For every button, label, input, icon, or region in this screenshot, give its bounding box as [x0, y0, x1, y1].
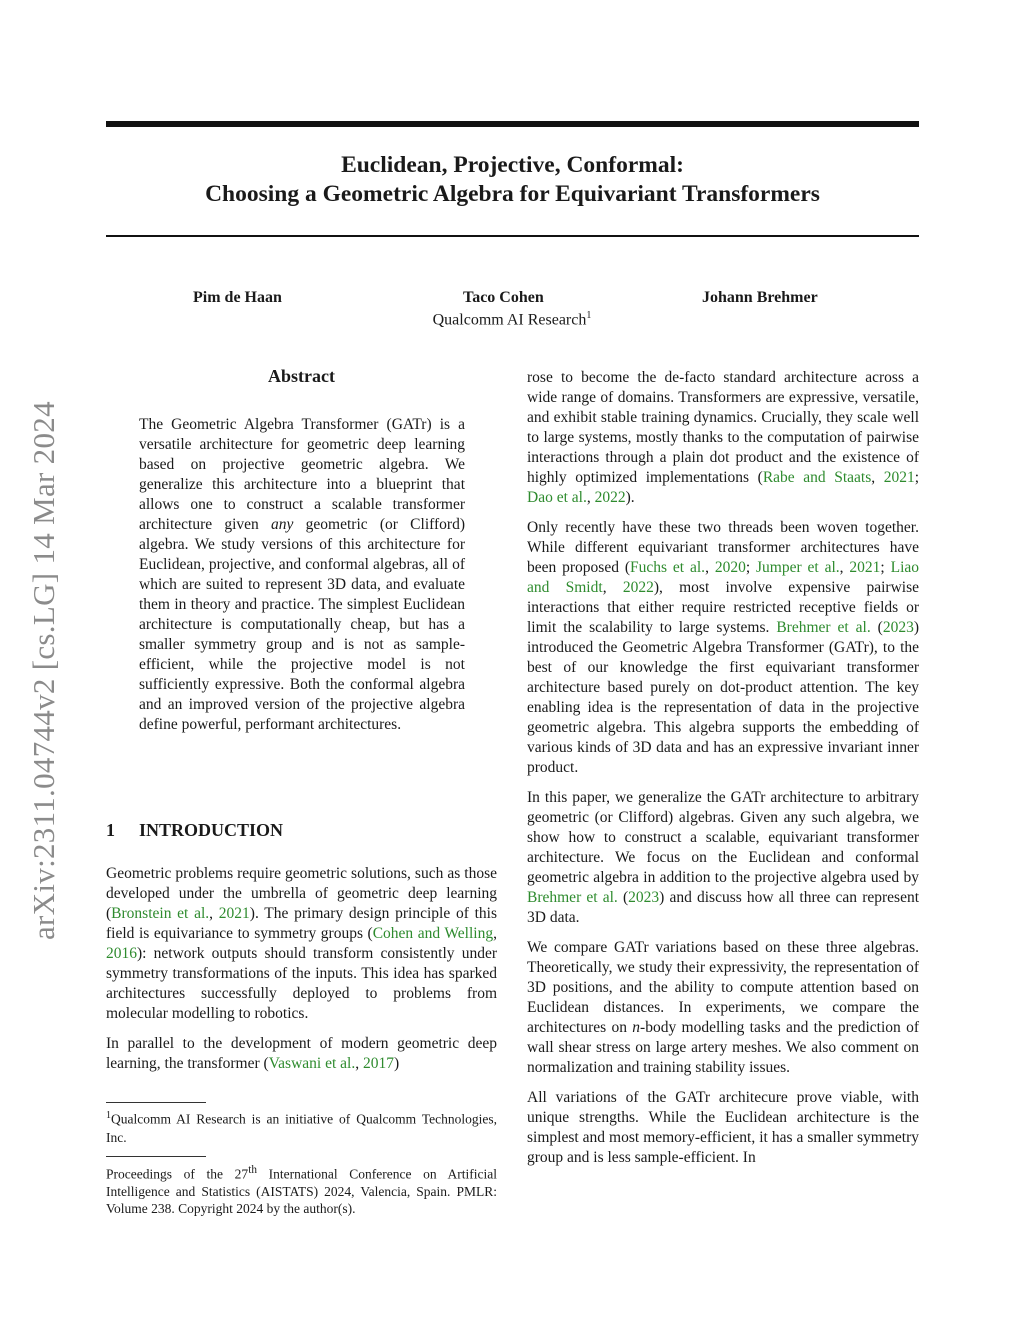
citation-link[interactable]: Liao and Smidt	[527, 559, 920, 596]
citation-link[interactable]: Fuchs et al.	[630, 559, 706, 576]
left-column-body	[106, 864, 497, 1084]
citation-link[interactable]: Brehmer et al.	[527, 889, 618, 906]
citation-link[interactable]: 2023	[882, 619, 914, 636]
right-paragraph-2: Only recently have these two threads been woven together. While different equivariant transformer architectures have been proposed (Fuchs et al., 2020; Jumper et al., 2021; Liao and Smidt, 2022), most involve expensive pairwise interactions that either require restricted receptive fields or limit the scalability to large systems. Brehmer et al. (2023) introduced the Geometric Algebra Transformer (GATr), to the best of our knowledge the first equivariant transformer architecture based purely on dot-product attention. The key enabling idea is the representation of data in the projective geometric algebra. This algebra supports the embedding of various kinds of 3D data and has an expressive invariant inner product.	[527, 519, 920, 776]
proceedings-rule	[106, 1156, 206, 1157]
title-bottom-rule	[106, 235, 919, 237]
title-line-1: Euclidean, Projective, Conformal:	[341, 152, 684, 178]
citation-link[interactable]: Bronstein et al.	[111, 905, 210, 922]
citation-link[interactable]: 2016	[106, 945, 137, 962]
author-2: Taco Cohen	[463, 289, 544, 306]
citation-link[interactable]: Brehmer et al.	[776, 619, 871, 636]
abstract-text: The Geometric Algebra Transformer (GATr) is a versatile architecture for geometric deep learning based on projective geometric algebra. We generalize this architecture into a blueprint that allows one to construct a scalable transformer architecture given any geometric (or Clifford) algebra. We study versions of this architecture for Euclidean, projective, and conformal algebras, all of which are suited to represent 3D data, and evaluate them in theory and practice. The simplest Euclidean architecture is computationally cheap, but has a smaller symmetry group and is not as sample-efficient, while the projective model is not sufficiently expressive. Both the conformal algebra and an improved version of the projective algebra define powerful, performant architectures.	[139, 416, 465, 733]
right-column-body	[527, 368, 919, 1178]
affiliation-footnote-mark: 1	[586, 310, 592, 321]
title-top-rule	[106, 121, 919, 127]
proceedings-note: Proceedings of the 27th International Conference on Artificial Intelligence and Statistics (AISTATS) 2024, Valencia, Spain. PMLR: Volume 238. Copyright 2024 by the author(s).	[106, 1164, 497, 1216]
section-number: 1	[106, 820, 115, 840]
footnote-rule	[106, 1102, 206, 1103]
citation-link[interactable]: 2020	[714, 559, 746, 576]
citation-link[interactable]: Cohen and Welling	[372, 925, 494, 942]
right-paragraph-3: In this paper, we generalize the GATr architecture to arbitrary geometric (or Clifford) algebras. Given any such algebra, we show how to construct a scalable, equivariant transformer architecture. We focus on the Euclidean and conformal geometric algebra in addition to the projective algebra used by Brehmer et al. (2023) and discuss how all three can represent 3D data.	[527, 789, 920, 926]
citation-link[interactable]: 2021	[849, 559, 881, 576]
right-paragraph-1: rose to become the de-facto standard architecture across a wide range of domains. Transformers are expressive, versatile, and exhibit stable training dynamics. Crucially, they scale well to large systems, mostly thanks to the computation of pairwise interactions through a plain dot product and the existence of highly optimized implementations (Rabe and Staats, 2021; Dao et al., 2022).	[527, 369, 919, 506]
citation-link[interactable]: 2023	[628, 889, 660, 906]
citation-link[interactable]: Dao et al.	[527, 489, 587, 506]
citation-link[interactable]: Jumper et al.	[756, 559, 840, 576]
abstract-heading: Abstract	[268, 366, 335, 386]
right-paragraph-5: All variations of the GATr architecure prove viable, with unique strengths. While the Euclidean architecture is the simplest and most memory-efficient, it has a smaller symmetry group and is less sample-efficient. In	[527, 1089, 919, 1166]
section-heading	[106, 820, 283, 841]
title-line-2: Choosing a Geometric Algebra for Equivariant Transformers	[205, 181, 820, 207]
footnote: $^1$Qualcomm AI Research is an initiative of Qualcomm Technologies, Inc.	[106, 1110, 497, 1145]
intro-paragraph-2: In parallel to the development of modern geometric deep learning, the transformer (Vaswani et al., 2017)	[106, 1035, 497, 1072]
intro-paragraph-1: Geometric problems require geometric solutions, such as those developed under the umbrella of geometric deep learning (Bronstein et al., 2021). The primary design principle of this field is equivariance to symmetry groups (Cohen and Welling, 2016): network outputs should transform consistently under symmetry transformations of the inputs. This idea has sparked architectures successfully deployed to problems from molecular modelling to robotics.	[106, 865, 497, 1022]
citation-link[interactable]: Rabe and Staats	[762, 469, 872, 486]
right-paragraph-4: We compare GATr variations based on these three algebras. Theoretically, we study their expressivity, the representation of 3D positions, and the ability to compute attention based on Euclidean distances. In experiments, we compare the architectures on n-body modelling tasks and the prediction of wall shear stress on large artery meshes. We also comment on normalization and training stability issues.	[527, 939, 919, 1076]
citation-link[interactable]: 2022	[594, 489, 626, 506]
citation-link[interactable]: 2021	[883, 469, 915, 486]
citation-link[interactable]: 2021	[218, 905, 250, 922]
citation-link[interactable]: 2022	[622, 579, 654, 596]
author-3: Johann Brehmer	[702, 289, 818, 306]
citation-link[interactable]: Vaswani et al.	[268, 1055, 356, 1072]
author-1: Pim de Haan	[193, 289, 282, 306]
affiliation: Qualcomm AI Research$^1$	[432, 310, 592, 329]
citation-link[interactable]: 2017	[362, 1055, 394, 1072]
section-title: INTRODUCTION	[139, 820, 284, 840]
paper-title	[106, 151, 919, 209]
arxiv-identifier: arXiv:2311.04744v2 [cs.LG] 14 Mar 2024	[26, 401, 61, 940]
